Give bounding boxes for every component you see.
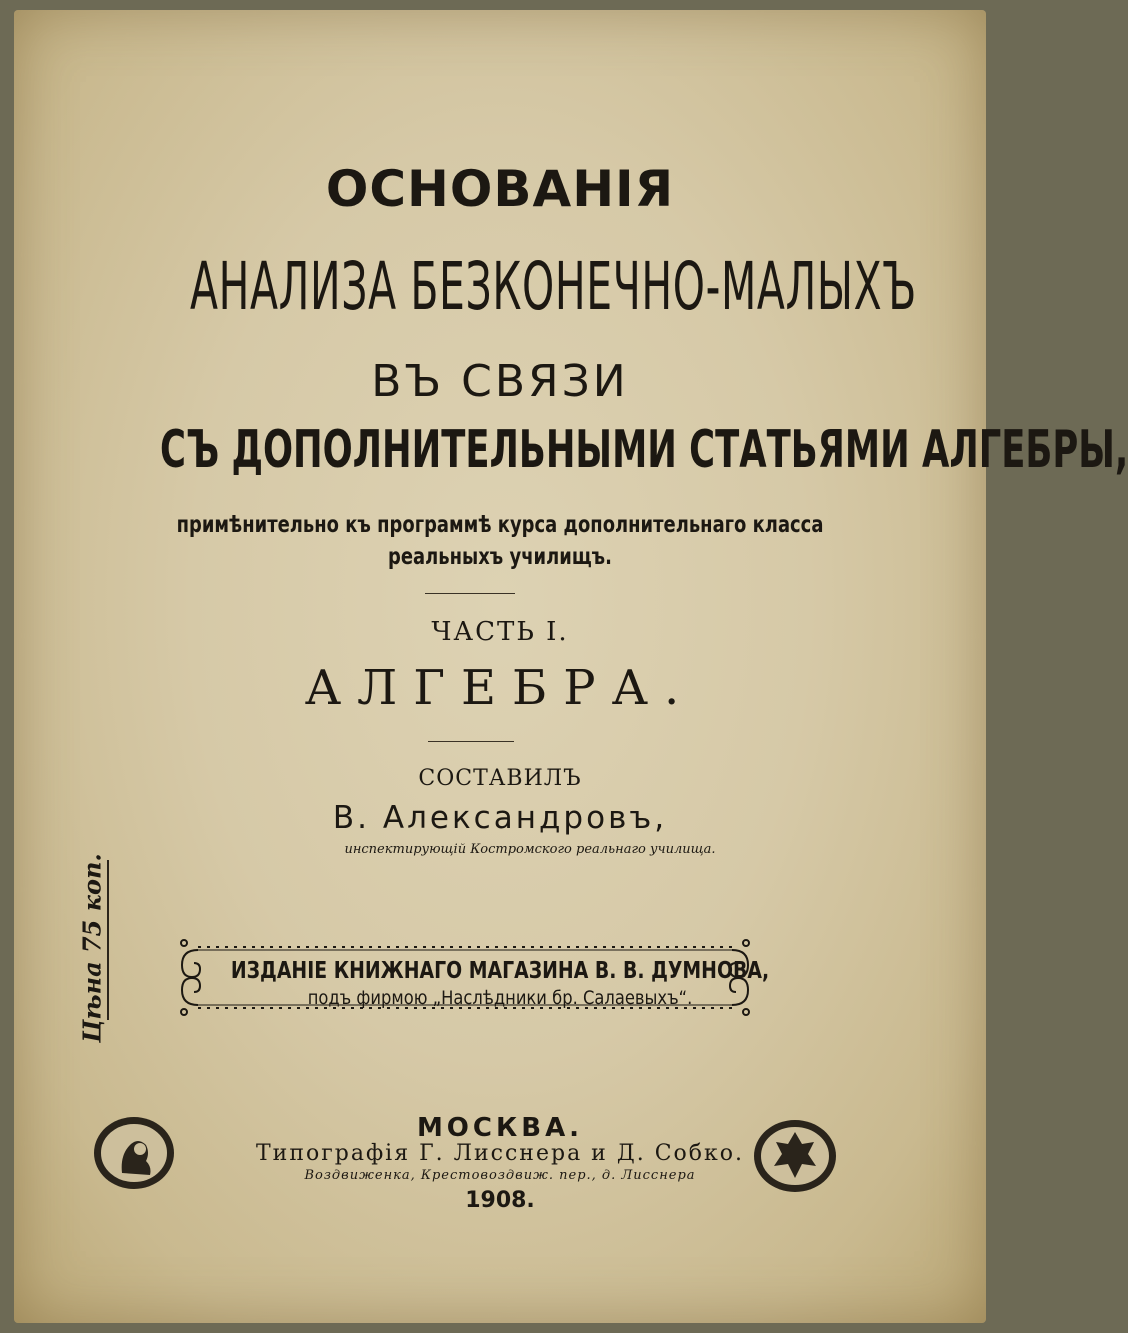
title-line-4: СЪ ДОПОЛНИТЕЛЬНЫМИ СТАТЬЯМИ АЛГЕБРЫ, (160, 420, 1128, 480)
part-label: ЧАСТЬ I. (431, 617, 569, 647)
author-position: инспектирующій Костромского реальнаго училища. (344, 842, 716, 857)
imprint-year: 1908. (465, 1188, 535, 1213)
compiled-label: СОСТАВИЛЪ (418, 766, 582, 791)
author-name: В. Александровъ, (332, 800, 668, 836)
divider-middle (428, 741, 514, 742)
edition-line-2: подъ фирмою „Наслѣдники бр. Салаевыхъ“. (307, 987, 693, 1009)
divider-top (425, 593, 515, 594)
subtitle-line-2: реальныхъ училищъ. (388, 544, 612, 570)
imprint-address: Воздвиженка, Крестовоздвиж. пер., д. Лисснера (304, 1168, 696, 1183)
title-line-2: АНАЛИЗА БЕЗКОНЕЧНО-МАЛЫХЪ (190, 248, 917, 325)
price-label: Цѣна 75 коп. (77, 853, 107, 1043)
title-line-3: ВЪ СВЯЗИ (371, 356, 629, 407)
imprint-press: Типографія Г. Лисснера и Д. Собко. (255, 1141, 745, 1166)
subtitle-line-1: примѣнительно къ программѣ курса дополнительнаго класса (176, 512, 824, 538)
part-name: АЛГЕБРА. (304, 660, 696, 716)
title-line-1: ОСНОВАНІЯ (325, 160, 675, 218)
edition-line-1: ИЗДАНІЕ КНИЖНАГО МАГАЗИНА В. В. ДУМНОВА, (230, 958, 770, 984)
imprint-city: МОСКВА. (416, 1113, 584, 1143)
